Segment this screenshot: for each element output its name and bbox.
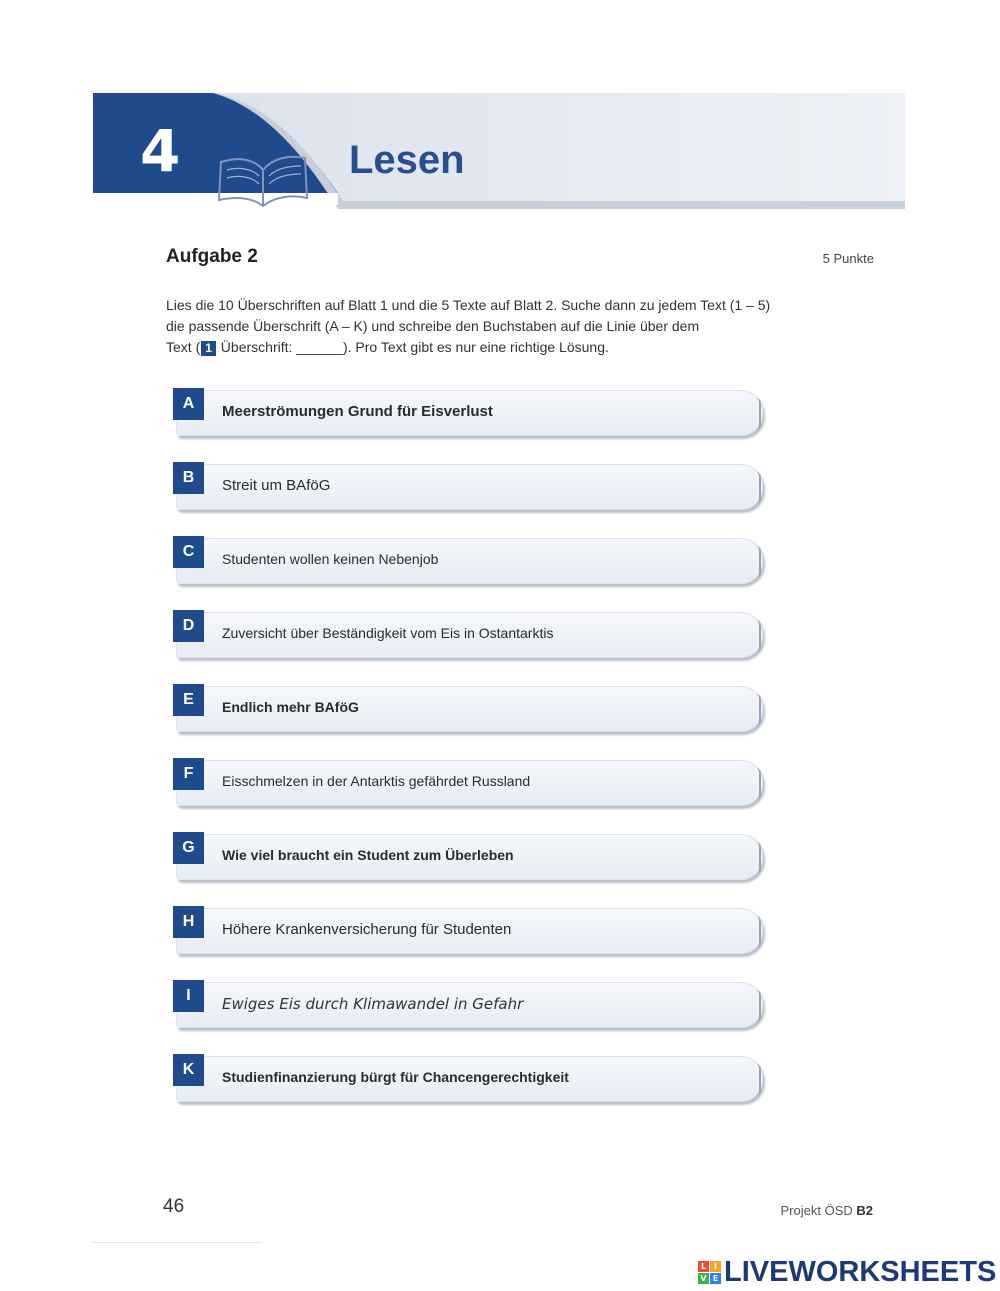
headline-card-e: [173, 684, 773, 736]
open-book-icon: [213, 140, 313, 210]
headline-text: Studienfinanzierung bürgt für Chancengerechtigkeit: [222, 1069, 569, 1085]
section-title: Lesen: [349, 138, 465, 182]
headline-letter-badge: C: [173, 536, 204, 568]
headline-letter-badge: D: [173, 610, 204, 642]
headline-text: Zuversicht über Beständigkeit vom Eis in Ostantarktis: [222, 625, 554, 641]
headline-card-f: [173, 758, 773, 810]
headline-letter-badge: E: [173, 684, 204, 716]
headline-text: Höhere Krankenversicherung für Studenten: [222, 921, 512, 938]
task-instructions: [166, 295, 846, 358]
headline-letter-badge: A: [173, 388, 204, 420]
headline-text: Studenten wollen keinen Nebenjob: [222, 551, 439, 567]
headline-card-i: [173, 980, 773, 1032]
instruction-line-3-end: Überschrift: ______). Pro Text gibt es nur eine richtige Lösung.: [216, 339, 609, 355]
points-label: 5 Punkte: [822, 251, 874, 266]
instruction-line-2: die passende Überschrift (A – K) und schreibe den Buchstaben auf die Linie über dem: [166, 318, 700, 334]
headline-text: Streit um BAföG: [222, 477, 331, 494]
logo-square: V: [698, 1273, 709, 1284]
logo-squares-icon: [698, 1261, 721, 1284]
headline-text: Ewiges Eis durch Klimawandel in Gefahr: [222, 995, 524, 1013]
text-number-badge: 1: [201, 341, 216, 356]
logo-square: E: [710, 1273, 721, 1284]
footer-divider: [92, 1242, 262, 1243]
page-number: 46: [163, 1196, 185, 1217]
headline-letter-badge: B: [173, 462, 204, 494]
headline-letter-badge: K: [173, 1054, 204, 1086]
headline-card-a: [173, 388, 773, 440]
instruction-line-3: [166, 337, 846, 358]
book-brand-name: Projekt ÖSD: [780, 1203, 857, 1218]
headline-letter-badge: G: [173, 832, 204, 864]
logo-square: L: [698, 1261, 709, 1272]
headline-letter-badge: I: [173, 980, 204, 1012]
logo-square: I: [710, 1261, 721, 1272]
logo-wordmark: LIVEWORKSHEETS: [724, 1256, 997, 1288]
chapter-number: 4: [140, 117, 181, 185]
headline-card-g: [173, 832, 773, 884]
headline-card-h: [173, 906, 773, 958]
book-level: B2: [856, 1203, 873, 1218]
headline-letter-badge: F: [173, 758, 204, 790]
instruction-line-3-start: Text (: [166, 339, 201, 355]
headline-card-b: [173, 462, 773, 514]
liveworksheets-logo: [698, 1256, 996, 1289]
task-title: Aufgabe 2: [166, 246, 258, 267]
headline-text: Wie viel braucht ein Student zum Überleben: [222, 847, 514, 863]
headline-text: Endlich mehr BAföG: [222, 699, 359, 715]
headline-letter-badge: H: [173, 906, 204, 938]
headline-text: Meerströmungen Grund für Eisverlust: [222, 403, 493, 420]
headline-card-k: [173, 1054, 773, 1106]
headline-text: Eisschmelzen in der Antarktis gefährdet Russland: [222, 773, 531, 789]
book-brand: [700, 1203, 873, 1218]
instruction-line-1: Lies die 10 Überschriften auf Blatt 1 und die 5 Texte auf Blatt 2. Suche dann zu jedem Text (1 – 5): [166, 297, 771, 313]
headline-card-c: [173, 536, 773, 588]
headline-card-d: [173, 610, 773, 662]
headline-list: [173, 388, 773, 1128]
